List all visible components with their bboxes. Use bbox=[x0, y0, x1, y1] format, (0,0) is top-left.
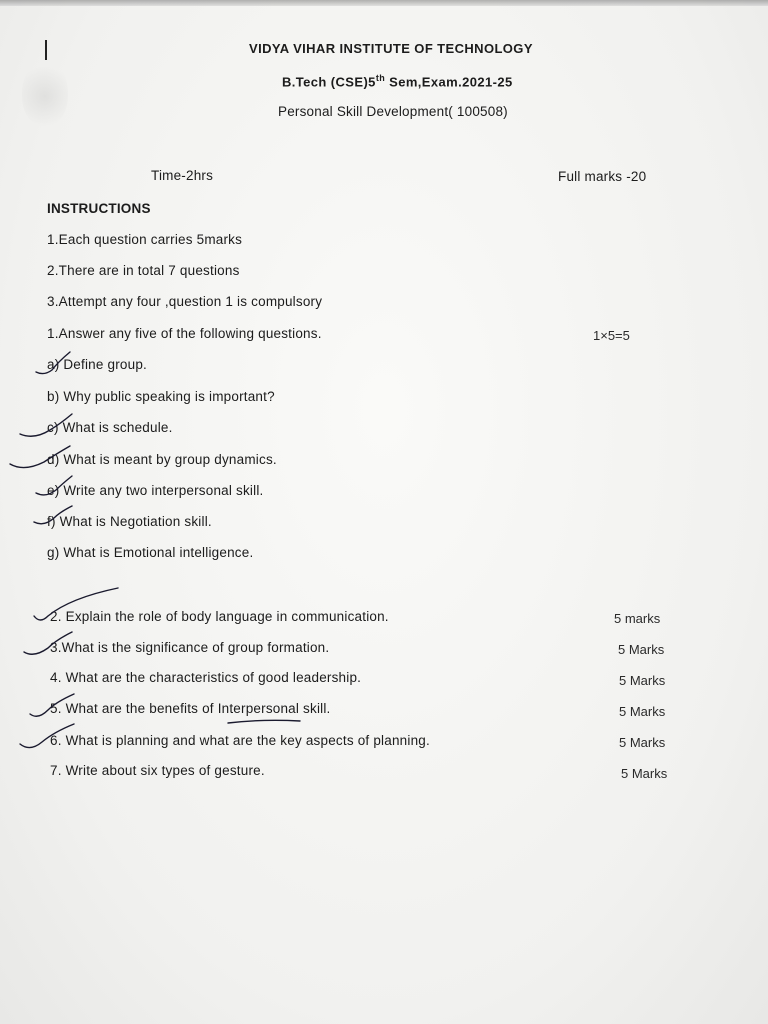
instruction-item: 2.There are in total 7 questions bbox=[47, 263, 240, 278]
institute-name: VIDYA VIHAR INSTITUTE OF TECHNOLOGY bbox=[249, 41, 533, 56]
question-1-part-e: e) Write any two interpersonal skill. bbox=[47, 483, 264, 498]
question-1-marks: 1×5=5 bbox=[593, 328, 630, 343]
course-sup: th bbox=[375, 73, 386, 83]
tick-mark bbox=[34, 506, 72, 524]
question-6-marks: 5 Marks bbox=[619, 735, 666, 750]
question-7: 7. Write about six types of gesture. bbox=[50, 763, 265, 778]
full-marks: Full marks -20 bbox=[558, 169, 647, 184]
instructions-heading: INSTRUCTIONS bbox=[47, 201, 151, 216]
question-3: 3.What is the significance of group formation. bbox=[50, 640, 330, 655]
instruction-item: 1.Each question carries 5marks bbox=[47, 232, 243, 247]
tick-mark bbox=[34, 588, 118, 620]
question-1-part-g: g) What is Emotional intelligence. bbox=[47, 545, 254, 560]
question-2-marks: 5 marks bbox=[614, 611, 661, 626]
tick-mark bbox=[36, 352, 70, 374]
course-prefix: B.Tech (CSE)5 bbox=[282, 74, 376, 90]
underline-mark bbox=[228, 720, 300, 723]
tick-mark bbox=[10, 446, 70, 468]
question-1-part-b: b) Why public speaking is important? bbox=[47, 389, 275, 404]
question-3-marks: 5 Marks bbox=[618, 642, 665, 657]
question-4-marks: 5 Marks bbox=[619, 673, 666, 688]
question-6: 6. What is planning and what are the key aspects of planning. bbox=[50, 733, 430, 748]
question-1: 1.Answer any five of the following questions. bbox=[47, 326, 322, 341]
question-1-part-a: a) Define group. bbox=[47, 357, 148, 372]
exam-time: Time-2hrs bbox=[151, 168, 214, 183]
tick-mark bbox=[30, 694, 74, 716]
tick-mark bbox=[36, 476, 72, 495]
question-5-marks: 5 Marks bbox=[619, 704, 666, 719]
question-5: 5. What are the benefits of Interpersonal skill. bbox=[50, 701, 331, 716]
course-suffix: Sem,Exam.2021-25 bbox=[385, 74, 513, 90]
tick-mark bbox=[24, 632, 72, 654]
question-1-part-f: f) What is Negotiation skill. bbox=[47, 514, 212, 529]
tick-mark bbox=[20, 724, 74, 748]
instruction-item: 3.Attempt any four ,question 1 is compulsory bbox=[47, 294, 323, 309]
question-7-marks: 5 Marks bbox=[621, 766, 668, 781]
tick-mark bbox=[20, 414, 72, 436]
question-2: 2. Explain the role of body language in communication. bbox=[50, 609, 389, 624]
question-1-part-d: d) What is meant by group dynamics. bbox=[47, 452, 277, 467]
question-4: 4. What are the characteristics of good leadership. bbox=[50, 670, 362, 685]
question-1-part-c: c) What is schedule. bbox=[47, 420, 173, 435]
subject-title: Personal Skill Development( 100508) bbox=[278, 104, 508, 119]
